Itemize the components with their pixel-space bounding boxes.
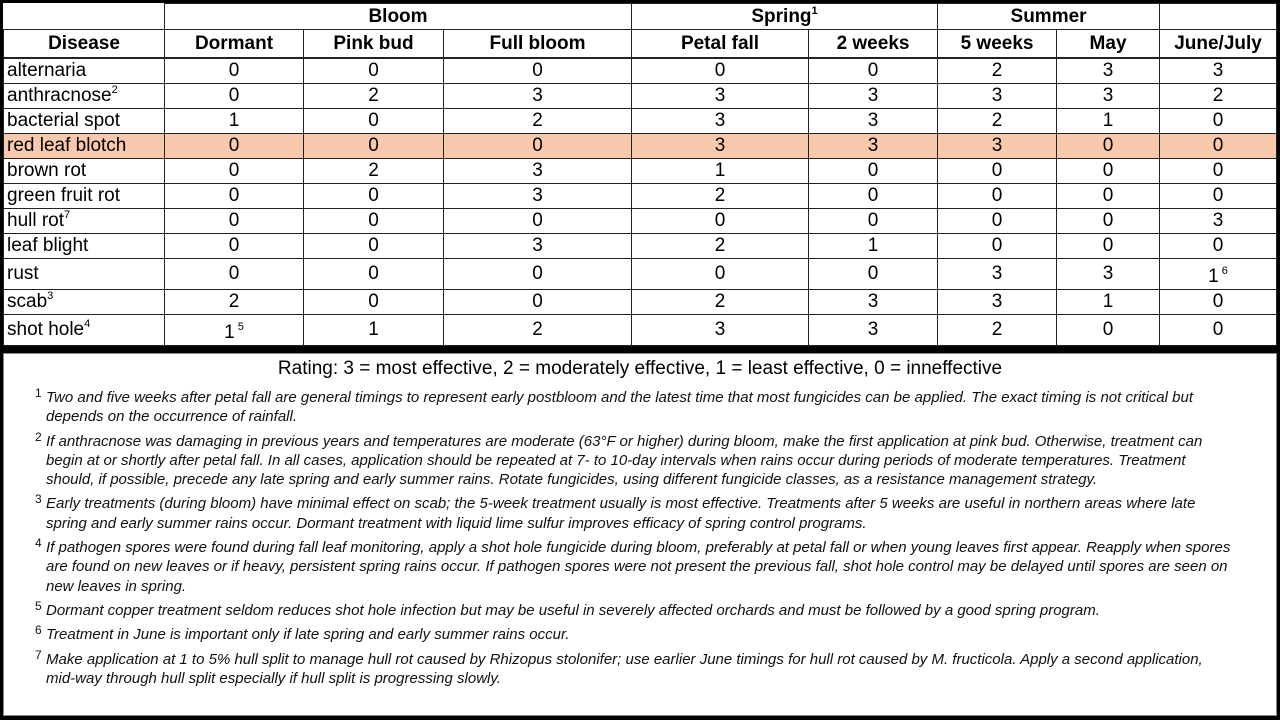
disease-name-cell xyxy=(4,184,165,209)
rating-value: 3 xyxy=(867,110,879,131)
rating-value: 0 xyxy=(228,263,240,284)
footnote-text: Early treatments (during bloom) have minimal effect on scab; the 5-week treatment usually is most effective. Treatments after 5 weeks are useful in northern areas where late spring and early summer rains occur. Dormant treatment with liquid lime sulfur improves efficacy of spring control programs. xyxy=(46,495,1196,532)
rating-cell xyxy=(938,184,1057,209)
rating-cell xyxy=(165,159,304,184)
footnote xyxy=(35,494,1235,533)
rating-value: 0 xyxy=(368,210,379,231)
rating-value: 0 xyxy=(368,135,379,156)
rating-cell xyxy=(809,159,938,184)
rating-value: 0 xyxy=(532,135,543,156)
rating-value: 1 xyxy=(714,160,726,181)
rating-cell xyxy=(632,234,809,259)
rating-value: 0 xyxy=(228,210,240,231)
footnote-number: 6 xyxy=(35,623,42,638)
rating-value: 3 xyxy=(991,291,1003,312)
rating-cell xyxy=(444,290,632,315)
column-header-pink-bud: Pink bud xyxy=(304,30,444,59)
footnote-ref: 5 xyxy=(237,321,244,333)
rating-value: 0 xyxy=(1102,235,1114,256)
rating-cell xyxy=(304,234,444,259)
rating-cell xyxy=(632,315,809,346)
rating-cell xyxy=(444,159,632,184)
rating-value: 0 xyxy=(1212,291,1224,312)
rating-cell xyxy=(809,234,938,259)
disease-name-cell xyxy=(4,84,165,109)
rating-value: 0 xyxy=(228,160,240,181)
rating-cell xyxy=(304,290,444,315)
rating-value: 3 xyxy=(1212,60,1224,81)
column-header-may: May xyxy=(1057,30,1160,59)
rating-value: 3 xyxy=(1102,60,1114,81)
rating-value: 0 xyxy=(368,235,379,256)
rating-cell xyxy=(444,58,632,84)
disease-name-cell xyxy=(4,259,165,290)
fungicide-effectiveness-table-container xyxy=(3,3,1276,346)
rating-value: 3 xyxy=(532,185,543,206)
rating-cell xyxy=(444,84,632,109)
rating-cell xyxy=(809,84,938,109)
rating-value: 0 xyxy=(368,185,379,206)
disease-name: shot hole xyxy=(7,319,85,340)
disease-name-cell xyxy=(4,159,165,184)
rating-value: 0 xyxy=(1102,160,1114,181)
rating-value: 2 xyxy=(532,319,543,340)
rating-value: 0 xyxy=(228,85,240,106)
rating-cell xyxy=(444,134,632,159)
footnote-text: Make application at 1 to 5% hull split to manage hull rot caused by Rhizopus stolonifer; use earlier June timings for hull rot caused by M. fructicola. Apply a second application, mid-way through hull split especially if hull split is progressing slowly. xyxy=(46,650,1203,687)
rating-cell xyxy=(938,234,1057,259)
rating-value: 2 xyxy=(714,185,726,206)
column-header-dormant: Dormant xyxy=(165,30,304,59)
rating-cell xyxy=(304,134,444,159)
rating-cell xyxy=(809,109,938,134)
rating-value: 3 xyxy=(532,85,543,106)
rating-cell xyxy=(632,184,809,209)
rating-cell xyxy=(938,109,1057,134)
disease-name: scab xyxy=(7,291,48,312)
rating-value: 2 xyxy=(532,110,543,131)
rating-value: 0 xyxy=(368,110,379,131)
disease-name-cell xyxy=(4,315,165,346)
disease-name: green fruit rot xyxy=(7,185,120,206)
rating-value: 3 xyxy=(1102,85,1114,106)
rating-value: 0 xyxy=(1102,319,1114,340)
rating-cell xyxy=(1057,84,1160,109)
rating-cell xyxy=(165,315,304,346)
rating-value: 1 xyxy=(228,110,240,131)
footnote xyxy=(35,647,1235,689)
rating-value: 0 xyxy=(532,210,543,231)
rating-cell xyxy=(165,109,304,134)
rating-cell xyxy=(165,84,304,109)
rating-value: 3 xyxy=(714,319,726,340)
table-row xyxy=(4,84,1277,109)
rating-cell xyxy=(1160,134,1277,159)
rating-value: 2 xyxy=(991,110,1003,131)
footnote xyxy=(35,538,1235,596)
rating-cell xyxy=(1160,184,1277,209)
table-row xyxy=(4,134,1277,159)
rating-legend: Rating: 3 = most effective, 2 = moderately effective, 1 = least effective, 0 = inneffective xyxy=(277,358,1003,379)
disease-name: rust xyxy=(7,263,39,284)
rating-value: 1 xyxy=(224,322,235,343)
rating-value: 3 xyxy=(991,135,1003,156)
rating-value: 2 xyxy=(714,291,726,312)
rating-value: 3 xyxy=(1102,263,1114,284)
rating-value: 0 xyxy=(368,263,379,284)
rating-cell xyxy=(1160,109,1277,134)
rating-value: 0 xyxy=(228,185,240,206)
rating-cell xyxy=(1057,109,1160,134)
rating-cell xyxy=(304,159,444,184)
rating-cell xyxy=(809,290,938,315)
rating-value: 0 xyxy=(532,60,543,81)
rating-cell xyxy=(632,209,809,234)
table-row xyxy=(4,259,1277,290)
rating-value: 0 xyxy=(1212,235,1224,256)
rating-cell xyxy=(1057,134,1160,159)
rating-cell xyxy=(165,58,304,84)
rating-value: 3 xyxy=(991,263,1003,284)
rating-cell xyxy=(304,109,444,134)
rating-cell xyxy=(304,84,444,109)
rating-cell xyxy=(165,290,304,315)
rating-value: 1 xyxy=(867,235,879,256)
rating-cell xyxy=(1057,209,1160,234)
footnote xyxy=(35,429,1235,490)
disease-name-cell xyxy=(4,234,165,259)
column-header-row xyxy=(4,30,1277,59)
footnote-number: 7 xyxy=(35,647,42,662)
disease-name: red leaf blotch xyxy=(7,135,127,156)
rating-value: 0 xyxy=(1102,135,1114,156)
footnote xyxy=(35,625,1235,644)
rating-cell xyxy=(632,259,809,290)
rating-value: 0 xyxy=(991,160,1003,181)
rating-value: 0 xyxy=(991,210,1003,231)
footnote-number: 4 xyxy=(35,536,42,551)
rating-value: 3 xyxy=(532,235,543,256)
disease-name: bacterial spot xyxy=(7,110,121,131)
rating-value: 3 xyxy=(714,135,726,156)
rating-value: 3 xyxy=(867,291,879,312)
footnote xyxy=(35,388,1235,427)
table-row xyxy=(4,109,1277,134)
rating-cell xyxy=(632,134,809,159)
rating-value: 0 xyxy=(714,60,726,81)
table-body xyxy=(4,58,1277,346)
rating-cell xyxy=(1057,290,1160,315)
group-header-summer xyxy=(938,4,1160,30)
rating-cell xyxy=(304,259,444,290)
rating-value: 2 xyxy=(991,60,1003,81)
rating-value: 0 xyxy=(714,210,726,231)
rating-cell xyxy=(938,290,1057,315)
rating-cell xyxy=(444,259,632,290)
group-header-spring xyxy=(632,4,938,30)
table-row xyxy=(4,184,1277,209)
footnote-ref: 7 xyxy=(64,209,71,221)
table-row xyxy=(4,234,1277,259)
rating-value: 1 xyxy=(1102,110,1114,131)
table-row xyxy=(4,58,1277,84)
rating-value: 0 xyxy=(1102,210,1114,231)
rating-cell xyxy=(1057,259,1160,290)
disease-name-cell xyxy=(4,290,165,315)
disease-name: hull rot xyxy=(7,210,65,231)
rating-value: 0 xyxy=(867,210,879,231)
rating-value: 3 xyxy=(867,135,879,156)
rating-value: 1 xyxy=(1208,266,1219,287)
rating-value: 0 xyxy=(228,135,240,156)
rating-cell xyxy=(632,58,809,84)
rating-cell xyxy=(632,109,809,134)
footnote-number: 2 xyxy=(35,429,42,444)
rating-cell xyxy=(304,209,444,234)
footnote-number: 1 xyxy=(35,386,42,400)
group-header-label: Bloom xyxy=(368,6,428,27)
rating-value: 0 xyxy=(532,291,543,312)
rating-value: 3 xyxy=(867,319,879,340)
rating-cell xyxy=(938,58,1057,84)
rating-cell xyxy=(632,84,809,109)
rating-value: 2 xyxy=(1212,85,1224,106)
rating-cell xyxy=(1160,58,1277,84)
rating-value: 3 xyxy=(532,160,543,181)
rating-value: 0 xyxy=(1212,160,1224,181)
rating-cell xyxy=(444,184,632,209)
disease-name: brown rot xyxy=(7,160,87,181)
rating-cell xyxy=(1160,159,1277,184)
rating-cell xyxy=(1057,58,1160,84)
rating-value: 3 xyxy=(867,85,879,106)
rating-cell xyxy=(165,209,304,234)
rating-cell xyxy=(165,259,304,290)
rating-value: 0 xyxy=(1212,319,1224,340)
rating-value: 1 xyxy=(1102,291,1114,312)
rating-cell xyxy=(1057,315,1160,346)
rating-value: 0 xyxy=(1212,135,1224,156)
rating-value: 0 xyxy=(228,60,240,81)
column-header-full-bloom: Full bloom xyxy=(444,30,632,59)
column-header-petal-fall: Petal fall xyxy=(632,30,809,59)
rating-cell xyxy=(1160,209,1277,234)
column-header-2-weeks: 2 weeks xyxy=(809,30,938,59)
disease-name-cell xyxy=(4,109,165,134)
disease-name-cell xyxy=(4,134,165,159)
rating-value: 0 xyxy=(867,263,879,284)
column-header-june-july: June/July xyxy=(1160,30,1277,59)
fungicide-effectiveness-table xyxy=(3,3,1277,346)
disease-name-cell xyxy=(4,209,165,234)
rating-cell xyxy=(1160,315,1277,346)
footnote-ref: 2 xyxy=(111,84,118,96)
rating-cell xyxy=(444,109,632,134)
rating-cell xyxy=(938,159,1057,184)
disease-name-cell xyxy=(4,58,165,84)
rating-value: 3 xyxy=(714,110,726,131)
rating-value: 0 xyxy=(368,60,379,81)
rating-value: 3 xyxy=(1212,210,1224,231)
footnote xyxy=(35,598,1235,620)
rating-value: 0 xyxy=(714,263,726,284)
rating-value: 0 xyxy=(867,185,879,206)
footnotes-panel xyxy=(3,353,1277,716)
rating-cell xyxy=(1057,159,1160,184)
footnote-number: 3 xyxy=(35,492,42,507)
footnote-text: Treatment in June is important only if late spring and early summer rains occur. xyxy=(46,626,570,644)
rating-value: 2 xyxy=(714,235,726,256)
rating-value: 0 xyxy=(991,185,1003,206)
rating-value: 0 xyxy=(532,263,543,284)
column-header-disease: Disease xyxy=(4,30,165,59)
rating-value: 0 xyxy=(867,160,879,181)
column-header-5-weeks: 5 weeks xyxy=(938,30,1057,59)
rating-cell xyxy=(809,259,938,290)
rating-cell xyxy=(444,315,632,346)
footnote-text: Two and five weeks after petal fall are general timings to represent early postbloom and the latest time that most fungicides can be applied. The exact timing is not critical but depends on the occurrence of rainfall. xyxy=(46,389,1193,426)
table-row xyxy=(4,209,1277,234)
rating-value: 0 xyxy=(228,235,240,256)
rating-value: 0 xyxy=(1212,110,1224,131)
rating-cell xyxy=(1160,84,1277,109)
rating-cell xyxy=(809,315,938,346)
disease-name: leaf blight xyxy=(7,235,89,256)
rating-cell xyxy=(1160,234,1277,259)
footnote-number: 5 xyxy=(35,598,42,613)
rating-cell xyxy=(938,259,1057,290)
footnote-text: Dormant copper treatment seldom reduces shot hole infection but may be useful in severely affected orchards and must be followed by a good spring program. xyxy=(46,601,1100,619)
footnote-text: If pathogen spores were found during fall leaf monitoring, apply a shot hole fungicide during bloom, preferably at petal fall or when young leaves first appear. Reapply when spores are found on new leaves or if heavy, persistent spring rains occur. If pathogen spores were not present the previous fall, shot hole control may be delayed until spores are seen on new leaves in spring. xyxy=(46,539,1231,595)
rating-cell xyxy=(809,184,938,209)
rating-cell xyxy=(632,159,809,184)
table-row xyxy=(4,315,1277,346)
rating-cell xyxy=(632,290,809,315)
table-row xyxy=(4,159,1277,184)
rating-cell xyxy=(165,234,304,259)
footnote-ref: 3 xyxy=(47,290,54,302)
rating-cell xyxy=(1160,290,1277,315)
rating-value: 3 xyxy=(991,85,1003,106)
rating-value: 0 xyxy=(991,235,1003,256)
rating-cell xyxy=(304,58,444,84)
rating-cell xyxy=(444,234,632,259)
rating-value: 0 xyxy=(867,60,879,81)
rating-cell xyxy=(1057,234,1160,259)
footnote-list xyxy=(35,388,1235,693)
footnote-text: If anthracnose was damaging in previous years and temperatures are moderate (63°F or higher) during bloom, make the first application at pink bud. Otherwise, treatment can begin at or shortly after petal fall. In all cases, application should be repeated at 7- to 10-day intervals when rains occur during periods of moderate temperatures. Treatment should, if possible, precede any late spring and early summer rains. Rotate fungicides, using different fungicide classes, as a resistance management strategy. xyxy=(46,432,1203,489)
rating-cell xyxy=(444,209,632,234)
rating-value: 2 xyxy=(368,85,379,106)
footnote-ref: 6 xyxy=(1221,265,1228,277)
footnote-ref: 1 xyxy=(811,5,818,17)
disease-name: alternaria xyxy=(7,60,87,81)
rating-cell xyxy=(165,184,304,209)
group-header-blank xyxy=(4,4,165,30)
rating-cell xyxy=(938,209,1057,234)
rating-cell xyxy=(938,315,1057,346)
footnote-ref: 4 xyxy=(84,318,91,330)
rating-value: 0 xyxy=(368,291,379,312)
rating-cell xyxy=(304,184,444,209)
table-row xyxy=(4,290,1277,315)
group-header-row xyxy=(4,4,1277,30)
rating-value: 2 xyxy=(991,319,1003,340)
rating-value: 3 xyxy=(714,85,726,106)
rating-value: 1 xyxy=(368,319,379,340)
rating-cell xyxy=(809,58,938,84)
rating-value: 0 xyxy=(1212,185,1224,206)
group-header-bloom xyxy=(165,4,632,30)
rating-value: 2 xyxy=(368,160,379,181)
group-header-label: Spring xyxy=(751,6,812,27)
rating-cell xyxy=(304,315,444,346)
rating-cell xyxy=(1057,184,1160,209)
rating-cell xyxy=(165,134,304,159)
disease-name: anthracnose xyxy=(7,85,112,106)
rating-cell xyxy=(938,84,1057,109)
group-header-label: Summer xyxy=(1010,6,1087,27)
rating-cell xyxy=(809,134,938,159)
rating-cell xyxy=(809,209,938,234)
rating-cell xyxy=(1160,259,1277,290)
rating-cell xyxy=(938,134,1057,159)
rating-value: 2 xyxy=(228,291,240,312)
group-header-blank-right xyxy=(1160,4,1277,30)
rating-value: 0 xyxy=(1102,185,1114,206)
